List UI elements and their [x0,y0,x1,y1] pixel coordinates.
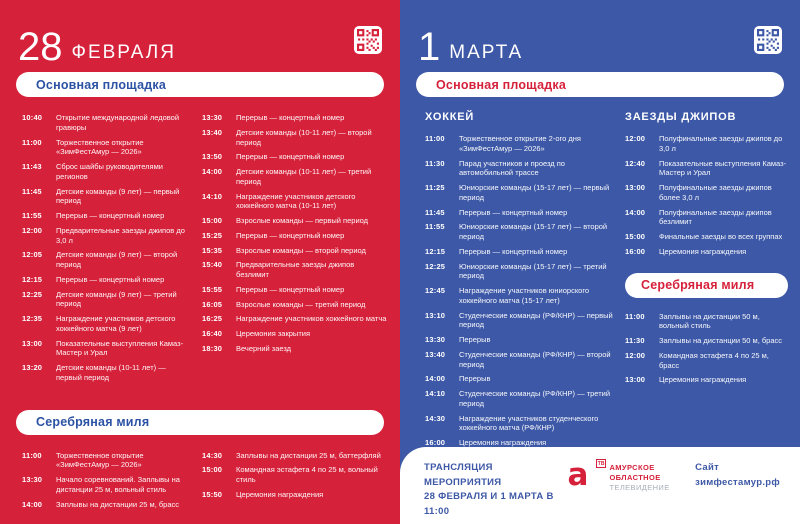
date-month: МАРТА [449,42,524,63]
schedule-time: 13:00 [625,375,646,385]
schedule-text: Взрослые команды — третий период [236,299,366,309]
schedule-text: Парад участников и проезд по автомобильной трассе [459,158,565,178]
schedule-item [625,134,788,154]
schedule-text: Награждение участников детского хоккейного матча (10-11 лет) [236,191,356,211]
date-number: 1 [418,25,441,69]
schedule-time: 15:00 [625,232,646,241]
schedule-text: Награждение участников юниорского хоккейного матча (15-17 лет) [459,286,590,305]
schedule-column [425,134,613,448]
section-title: Серебряная миля [36,415,150,429]
schedule-item [425,311,613,331]
site-label: Сайт [695,462,720,473]
schedule-time: 14:00 [22,499,43,509]
broadcast-line2: 28 ФЕВРАЛЯ И 1 МАРТА В 11:00 [424,491,554,518]
schedule-time: 18:30 [202,343,223,353]
schedule-time: 14:30 [202,450,223,460]
schedule-item [425,247,613,257]
schedule-item [202,152,388,162]
silver-mile-schedule [625,312,788,386]
schedule-time: 12:25 [425,261,446,271]
schedule-text: Заплывы на дистанции 25 м, брасс [56,499,180,509]
schedule-time: 15:40 [202,260,223,270]
schedule-item [425,262,613,282]
schedule-text: Полуфинальные заезды джипов безлимит [659,207,772,227]
schedule-text: Церемония награждения [236,489,324,499]
schedule-time: 13:30 [202,113,223,122]
schedule-item [625,247,788,257]
jeep-races-column [625,111,788,453]
schedule-item [202,260,388,280]
schedule-time: 16:00 [425,438,446,447]
column-heading-hockey: ХОККЕЙ [425,111,475,123]
schedule-text: Показательные выступления Камаз-Мастер и Урал [659,158,787,178]
schedule-time: 14:00 [425,374,446,384]
schedule-text: Перерыв — концертный номер [236,284,345,294]
schedule-text: Студенческие команды (РФ/КНР) — второй период [459,349,611,369]
schedule-item [625,232,788,242]
schedule-item [22,138,192,158]
schedule-text: Церемония награждения [659,375,747,385]
schedule-item [22,162,192,182]
schedule-item [202,285,388,295]
schedule-text: Перерыв — концертный номер [459,207,568,217]
schedule-item [22,451,192,471]
schedule-text: Студенческие команды (РФ/КНР) — первый период [459,310,613,330]
schedule-time: 11:55 [22,211,42,220]
schedule-text: Детские команды (10-11 лет) — третий период [236,167,372,186]
schedule-text: Начало соревнований. Заплывы на дистанции 25 м, вольный стиль [56,475,180,494]
schedule-item [202,192,388,212]
schedule-text: Вечерний заезд [236,343,292,353]
schedule-text: Открытие международной ледовой гравюры [56,113,180,132]
schedule-text: Показательные выступления Камаз-Мастер и Урал [56,338,184,358]
main-schedule [0,97,400,388]
schedule-text: Студенческие команды (РФ/КНР) — третий период [459,389,611,408]
schedule-text: Перерыв [459,374,491,384]
schedule-item [202,128,388,148]
schedule-time: 15:35 [202,245,223,255]
schedule-item [22,363,192,383]
schedule-text: Финальные заезды во всех группах [659,232,783,241]
schedule-text: Перерыв — концертный номер [56,211,165,220]
schedule-text: Награждение участников хоккейного матча [236,314,387,324]
schedule-time: 15:00 [202,216,223,225]
schedule-item [425,159,613,179]
schedule-item [202,216,388,226]
broadcast-info [424,461,563,520]
website-info [695,461,780,490]
panel-march-1 [400,0,800,524]
schedule-item [22,500,192,510]
schedule-text: Торжественное открытие «ЗимФестАмур — 2026» [56,450,144,470]
schedule-time: 13:30 [22,475,43,484]
schedule-item [22,339,192,359]
site-url: зимфестамур.рф [695,476,780,488]
schedule-text: Церемония закрытия [236,329,311,338]
schedule-item [425,389,613,409]
schedule-text: Награждение участников детского хоккейного матча (9 лет) [56,314,176,333]
schedule-time: 11:00 [22,450,42,460]
schedule-item [202,465,388,485]
schedule-text: Юниорские команды (15-17 лет) — третий период [459,261,607,281]
schedule-time: 13:40 [425,349,446,359]
logo-line: ТЕЛЕВИДЕНИЕ [609,483,670,493]
schedule-item [22,250,192,270]
schedule-time: 13:40 [202,127,223,137]
schedule-time: 12:00 [625,134,646,143]
schedule-text: Торжественное открытие «ЗимФестАмур — 2026» [56,137,144,157]
schedule-item [202,314,388,324]
schedule-text: Перерыв — концертный номер [236,152,345,162]
schedule-time: 11:00 [625,311,645,321]
schedule-item [625,351,788,371]
schedule-text: Взрослые команды — первый период [236,216,369,225]
panel-header [0,0,400,69]
schedule-time: 12:00 [625,350,646,360]
schedule-text: Детские команды (10-11 лет) — второй период [236,127,372,147]
date-month: ФЕВРАЛЯ [71,42,176,63]
schedule-text: Командная эстафета 4 по 25 м, вольный стиль [236,465,378,484]
date-number: 28 [18,25,63,69]
schedule-time: 15:55 [202,284,223,294]
schedule-time: 14:30 [425,413,446,423]
section-title: Основная площадка [36,77,166,92]
schedule-item [625,208,788,228]
schedule-time: 13:30 [425,335,446,344]
schedule-item [202,231,388,241]
schedule-time: 12:00 [22,225,43,235]
schedule-time: 16:05 [202,299,223,309]
section-pill-main-venue [416,72,784,97]
schedule-column [22,451,192,515]
schedule-time: 13:20 [22,363,43,372]
schedule-time: 13:00 [625,183,646,192]
schedule-text: Полуфинальные заезды джипов до 3,0 л [659,134,783,153]
schedule-time: 16:00 [625,246,646,256]
panel-header [400,0,800,69]
schedule-text: Перерыв — концертный номер [56,274,165,284]
schedule-time: 15:50 [202,489,223,499]
schedule-text: Юниорские команды (15-17 лет) — первый период [459,183,610,202]
schedule-item [22,226,192,246]
schedule-text: Перерыв [459,335,491,344]
schedule-text: Детские команды (9 лет) — третий период [56,289,177,309]
tv-logo-text [609,461,669,493]
schedule-time: 13:00 [22,338,43,348]
schedule-time: 16:40 [202,329,223,338]
schedule-text: Перерыв — концертный номер [459,246,568,256]
schedule-item [625,375,788,385]
schedule-time: 12:45 [425,286,446,295]
section-title: Основная площадка [436,77,566,92]
schedule-item [625,336,788,346]
schedule-time: 11:43 [22,162,42,171]
logo-tv-mark: ТВ [597,460,605,467]
schedule-text: Юниорские команды (15-17 лет) — второй период [459,222,608,241]
schedule-text: Перерыв — концертный номер [236,230,345,240]
schedule-text: Сброс шайбы руководителями регионов [56,162,163,181]
section-pill-silver-mile [16,410,384,435]
schedule-item [425,350,613,370]
schedule-time: 11:00 [425,134,445,143]
schedule-time: 14:00 [625,207,646,217]
schedule-item [425,134,613,154]
schedule-item [202,451,388,461]
schedule-item [22,187,192,207]
schedule-time: 16:25 [202,314,223,324]
section-pill-silver-mile [625,273,788,298]
schedule-text: Церемония награждения [659,246,747,256]
logo-line: ОБЛАСТНОЕ [609,473,661,483]
schedule-item [425,374,613,384]
schedule-text: Взрослые команды — второй период [236,245,366,255]
schedule-text: Заплывы на дистанции 50 м, брасс [659,336,783,345]
schedule-item [625,183,788,203]
schedule-column [22,113,192,388]
schedule-time: 11:45 [22,186,42,196]
silver-mile-schedule [0,435,400,515]
schedule-time: 11:00 [22,137,42,147]
schedule-text: Торжественное открытие 2-ого дня «ЗимФестАмур — 2026» [459,134,581,153]
column-heading-jeep-races: ЗАЕЗДЫ ДЖИПОВ [625,111,737,123]
schedule-item [22,314,192,334]
schedule-item [22,275,192,285]
schedule-item [425,286,613,306]
schedule-time: 11:55 [425,222,445,232]
schedule-text: Командная эстафета 4 по 25 м, брасс [659,350,769,370]
schedule-item [202,329,388,339]
broadcast-footer [400,447,800,524]
schedule-item [625,312,788,332]
schedule-time: 11:30 [625,336,645,345]
schedule-item [425,335,613,345]
schedule-time: 12:35 [22,314,43,323]
schedule-item [22,290,192,310]
schedule-time: 14:10 [425,389,446,398]
schedule-text: Полуфинальные заезды джипов более 3,0 л [659,183,772,202]
schedule-text: Предварительные заезды джипов безлимит [236,260,355,279]
schedule-time: 12:40 [625,158,646,168]
qr-code-icon [754,26,782,54]
schedule-time: 11:30 [425,158,445,168]
schedule-item [202,113,388,123]
schedule-time: 12:15 [22,274,43,284]
schedule-time: 14:10 [202,191,223,201]
schedule-time: 15:25 [202,230,223,240]
section-pill-main-venue [16,72,384,97]
schedule-item [22,475,192,495]
schedule-text: Награждение участников студенческого хоккейного матча (РФ/КНР) [459,413,599,433]
schedule-time: 13:50 [202,152,223,162]
schedule-item [202,300,388,310]
schedule-item [425,222,613,242]
schedule-time: 15:00 [202,465,223,475]
schedule-item [202,246,388,256]
broadcast-line1: ТРАНСЛЯЦИЯ МЕРОПРИЯТИЯ [424,462,502,488]
hockey-column [425,111,613,453]
schedule-time: 12:25 [22,289,43,299]
schedule-text: Детские команды (9 лет) — второй период [56,250,178,269]
tv-logo-icon [567,457,605,493]
schedule-item [425,183,613,203]
schedule-text: Заплывы на дистанции 50 м, вольный стиль [659,311,760,331]
schedule-item [22,211,192,221]
schedule-text: Церемония награждения [459,438,547,447]
schedule-time: 12:15 [425,246,446,256]
schedule-item [625,159,788,179]
schedule-text: Заплывы на дистанции 25 м, баттерфляй [236,450,381,460]
schedule-item [22,113,192,133]
schedule-item [202,490,388,500]
schedule-column [202,113,388,388]
schedule-time: 14:00 [202,167,223,176]
schedule-item [425,208,613,218]
logo-line: АМУРСКОЕ [609,463,655,472]
schedule-text: Предварительные заезды джипов до 3,0 л [56,225,185,245]
main-schedule [400,97,800,453]
logo-letter: а [567,457,589,493]
schedule-time: 10:40 [22,113,43,122]
schedule-time: 11:45 [425,207,445,217]
schedule-text: Детские команды (10-11 лет) — первый период [56,363,166,382]
schedule-item [202,344,388,354]
schedule-item [202,167,388,187]
schedule-time: 13:10 [425,310,446,320]
schedule-time: 11:25 [425,183,445,192]
schedule-text: Детские команды (9 лет) — первый период [56,186,180,206]
schedule-column [625,134,788,257]
schedule-text: Перерыв — концертный номер [236,113,345,122]
section-title: Серебряная миля [641,278,755,292]
amur-regional-tv-logo [567,457,677,493]
schedule-column [202,451,388,515]
schedule-time: 12:05 [22,250,43,260]
qr-code-icon [354,26,382,54]
schedule-item [425,414,613,434]
